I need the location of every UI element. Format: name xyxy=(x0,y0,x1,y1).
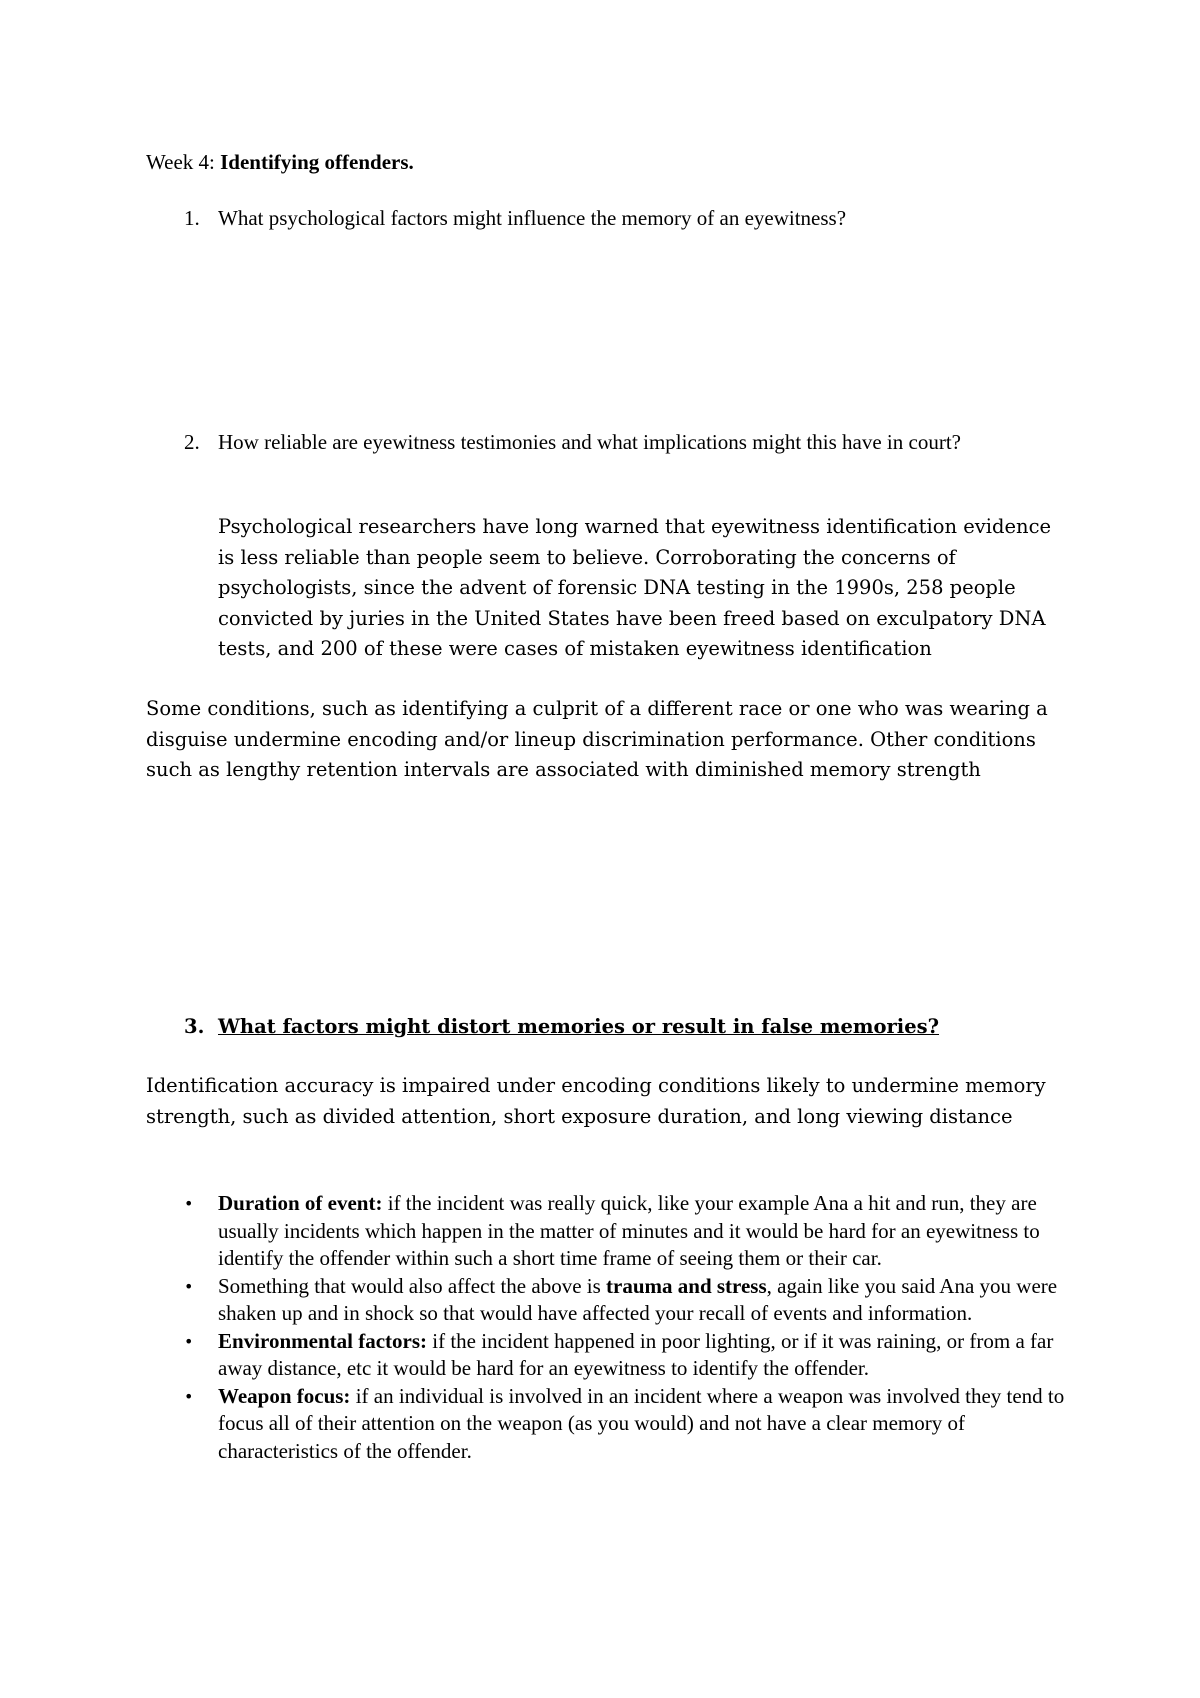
question-text: What factors might distort memories or result in false memories? xyxy=(218,1015,940,1038)
list-item-label: Duration of event: xyxy=(218,1191,383,1215)
bullet-icon: • xyxy=(184,1194,194,1213)
list-item: • Weapon focus: if an individual is involved in an incident where a weapon was involved they tend to focus all of their attention on the weapon (as you would) and not have a clear memory of characteristics of the offender. xyxy=(184,1383,1065,1463)
conditions-paragraph: Some conditions, such as identifying a culprit of a different race or one who was wearing a disguise undermine encoding and/or lineup discrimination performance. Other conditions such as lengthy retention intervals are associated with diminished memory strength xyxy=(146,697,1048,781)
question-number: 3. xyxy=(184,1015,205,1038)
list-item: • Environmental factors: if the incident happened in poor lighting, or if it was raining, or from a far away distance, etc it would be hard for an eyewitness to identify the offender. xyxy=(184,1328,1054,1380)
question-number: 2. xyxy=(184,430,200,454)
heading-title: Identifying offenders. xyxy=(220,150,414,174)
list-item: • Duration of event: if the incident was really quick, like your example Ana a hit and run, they are usually incidents which happen in the matter of minutes and it would be hard for an eyewitness to identify the offender within such a short time frame of seeing them or their car. xyxy=(184,1191,1040,1270)
bullet-icon: • xyxy=(184,1386,194,1406)
list-item-label: trauma and stress xyxy=(606,1273,767,1298)
question-number: 1. xyxy=(184,206,200,230)
question-text: What psychological factors might influence the memory of an eyewitness? xyxy=(218,206,847,230)
factor-list xyxy=(146,1190,1086,1465)
bullet-icon: • xyxy=(184,1276,194,1296)
list-item-label: Weapon focus: xyxy=(218,1383,351,1408)
bullet-icon: • xyxy=(184,1331,194,1351)
question-2-answer: Psychological researchers have long warned that eyewitness identification evidence is less reliable than people seem to believe. Corroborating the concerns of psychologists, since the advent of forensic DNA testing in the 1990s, 258 people convicted by juries in the United States have been freed based on exculpatory DNA tests, and 200 of these were cases of mistaken eyewitness identification xyxy=(218,515,1052,660)
page-heading xyxy=(146,148,1200,176)
question-text: How reliable are eyewitness testimonies and what implications might this have in court? xyxy=(218,430,961,454)
list-item-label: Environmental factors: xyxy=(218,1328,428,1353)
heading-prefix: Week 4: xyxy=(146,150,221,174)
identification-paragraph: Identification accuracy is impaired under encoding conditions likely to undermine memory strength, such as divided attention, short exposure duration, and long viewing distance xyxy=(146,1074,1046,1128)
list-item: • Something that would also affect the above is trauma and stress, again like you said Ana you were shaken up and in shock so that would have affected your recall of events and information. xyxy=(184,1273,1058,1325)
